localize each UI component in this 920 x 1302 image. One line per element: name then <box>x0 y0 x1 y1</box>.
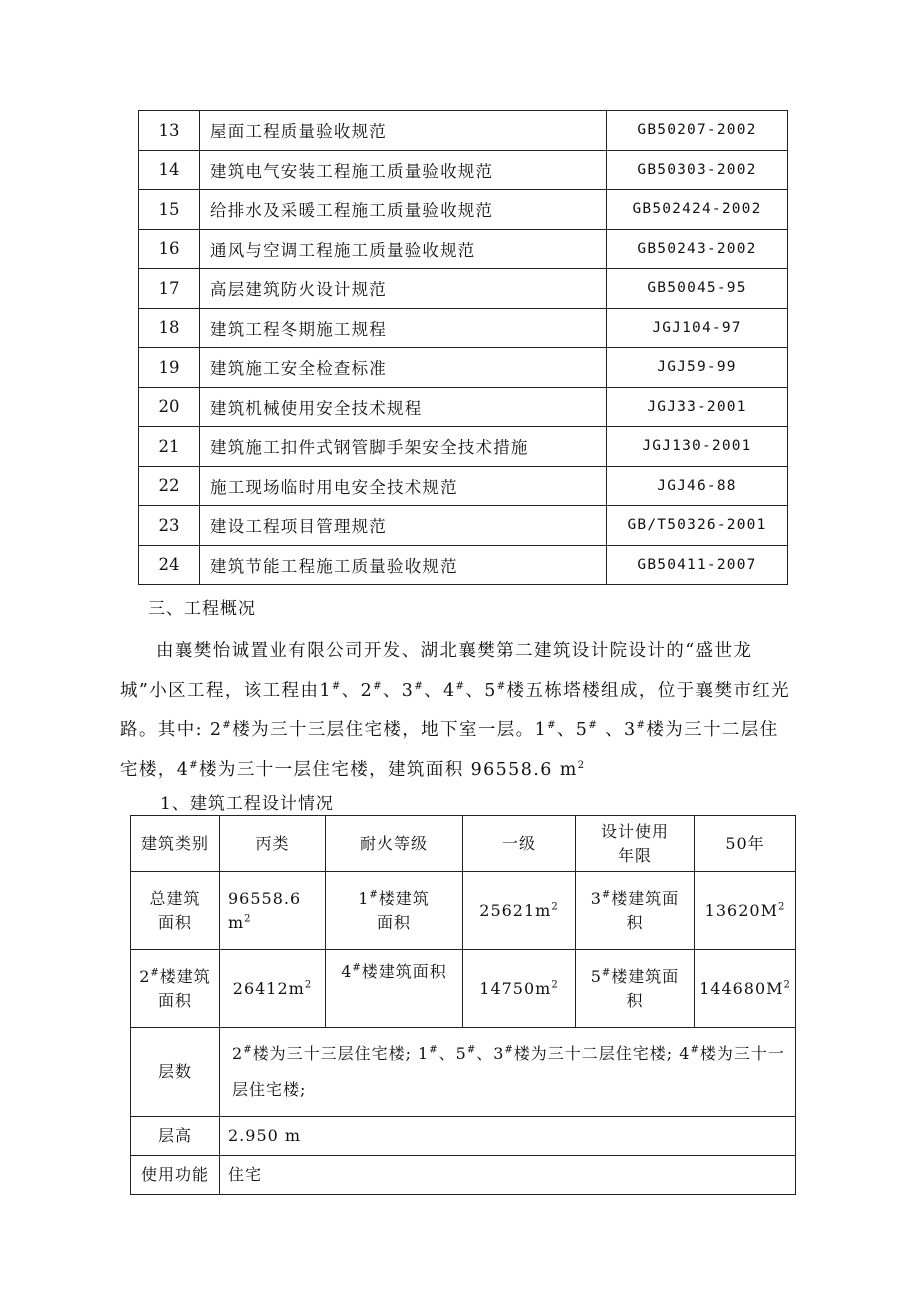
standard-number: 20 <box>139 387 200 427</box>
standard-code: JGJ33-2001 <box>607 387 788 427</box>
design-subheading: 1、建筑工程设计情况 <box>160 794 334 814</box>
building5-area-value: $144680M^2$ <box>695 950 796 1028</box>
project-overview-paragraph: 由襄樊怡诚置业有限公司开发、湖北襄樊第二建筑设计院设计的“盛世龙城”小区工程，该工程由1#、2#、3#、4#、5#楼五栋塔楼组成，位于襄樊市红光路。其中: 2#楼为三十三层住宅楼，地下室一层。1#、5# 、3#楼为三十二层住宅楼，4#楼为三十一层住宅楼，建筑面积 96558.6 $m^2$ <box>120 641 791 780</box>
building1-area-label: 1#楼建筑 面积 <box>326 872 463 950</box>
standard-code: JGJ59-99 <box>607 348 788 388</box>
standard-name: 通风与空调工程施工质量验收规范 <box>200 229 607 269</box>
building4-area-label: 4#楼建筑面积 <box>326 950 463 1028</box>
standard-row <box>139 150 788 190</box>
usage-value: 住宅 <box>220 1156 796 1195</box>
design-row-floors <box>131 1028 796 1117</box>
standard-number: 18 <box>139 308 200 348</box>
standard-name: 建筑施工安全检查标准 <box>200 348 607 388</box>
standard-row <box>139 229 788 269</box>
standard-name: 高层建筑防火设计规范 <box>200 269 607 309</box>
building1-area-value: $25621m^2$ <box>463 872 576 950</box>
standard-number: 22 <box>139 466 200 506</box>
total-area-value: 96558.6 $m^2$ <box>220 872 326 950</box>
standard-code: GB50207-2002 <box>607 111 788 151</box>
category-value: 丙类 <box>220 816 326 872</box>
standard-number: 17 <box>139 269 200 309</box>
standard-number: 21 <box>139 427 200 467</box>
standard-name: 建筑电气安装工程施工质量验收规范 <box>200 150 607 190</box>
standard-code: GB50045-95 <box>607 269 788 309</box>
standard-code: JGJ46-88 <box>607 466 788 506</box>
standard-row <box>139 111 788 151</box>
design-row-floor-height <box>131 1117 796 1156</box>
standard-row <box>139 506 788 546</box>
standard-code: JGJ104-97 <box>607 308 788 348</box>
service-life-value: 50年 <box>695 816 796 872</box>
standard-row <box>139 348 788 388</box>
standard-name: 给排水及采暖工程施工质量验收规范 <box>200 190 607 230</box>
standard-code: GB50411-2007 <box>607 545 788 585</box>
standard-name: 建设工程项目管理规范 <box>200 506 607 546</box>
building4-area-value: $14750m^2$ <box>463 950 576 1028</box>
standard-row <box>139 269 788 309</box>
standard-name: 施工现场临时用电安全技术规范 <box>200 466 607 506</box>
floor-height-label: 层高 <box>131 1117 220 1156</box>
building3-area-value: $13620M^2$ <box>695 872 796 950</box>
standard-name: 建筑节能工程施工质量验收规范 <box>200 545 607 585</box>
standard-code: GB502424-2002 <box>607 190 788 230</box>
fire-rating-value: 一级 <box>463 816 576 872</box>
standard-row <box>139 427 788 467</box>
category-label: 建筑类别 <box>131 816 220 872</box>
standard-name: 屋面工程质量验收规范 <box>200 111 607 151</box>
standard-code: GB50243-2002 <box>607 229 788 269</box>
floors-label: 层数 <box>131 1028 220 1117</box>
usage-label: 使用功能 <box>131 1156 220 1195</box>
standard-code: JGJ130-2001 <box>607 427 788 467</box>
standard-name: 建筑机械使用安全技术规程 <box>200 387 607 427</box>
building2-area-value: $26412m^2$ <box>220 950 326 1028</box>
building3-area-label: 3#楼建筑面 积 <box>576 872 695 950</box>
design-row-usage <box>131 1156 796 1195</box>
service-life-label: 设计使用 年限 <box>576 816 695 872</box>
standard-name: 建筑施工扣件式钢管脚手架安全技术措施 <box>200 427 607 467</box>
design-row-total-area <box>131 872 796 950</box>
fire-rating-label: 耐火等级 <box>326 816 463 872</box>
floors-value: 2#楼为三十三层住宅楼; 1#、5#、3#楼为三十二层住宅楼; 4#楼为三十一层住宅楼; <box>220 1028 796 1117</box>
building2-area-label: 2#楼建筑 面积 <box>131 950 220 1028</box>
standard-number: 15 <box>139 190 200 230</box>
standard-code: GB50303-2002 <box>607 150 788 190</box>
standard-row <box>139 466 788 506</box>
building5-area-label: 5#楼建筑面 积 <box>576 950 695 1028</box>
design-row-building-areas <box>131 950 796 1028</box>
standard-number: 14 <box>139 150 200 190</box>
standard-row <box>139 190 788 230</box>
standard-number: 16 <box>139 229 200 269</box>
section-heading: 三、工程概况 <box>148 599 256 619</box>
design-table <box>130 815 796 1195</box>
standard-row <box>139 308 788 348</box>
floor-height-value: 2.950 m <box>220 1117 796 1156</box>
standard-number: 24 <box>139 545 200 585</box>
standard-number: 19 <box>139 348 200 388</box>
standard-code: GB/T50326-2001 <box>607 506 788 546</box>
total-area-label: 总建筑 面积 <box>131 872 220 950</box>
standard-number: 23 <box>139 506 200 546</box>
standard-number: 13 <box>139 111 200 151</box>
standard-row <box>139 387 788 427</box>
standard-row <box>139 545 788 585</box>
standards-table <box>138 110 788 585</box>
design-row-category <box>131 816 796 872</box>
standard-name: 建筑工程冬期施工规程 <box>200 308 607 348</box>
